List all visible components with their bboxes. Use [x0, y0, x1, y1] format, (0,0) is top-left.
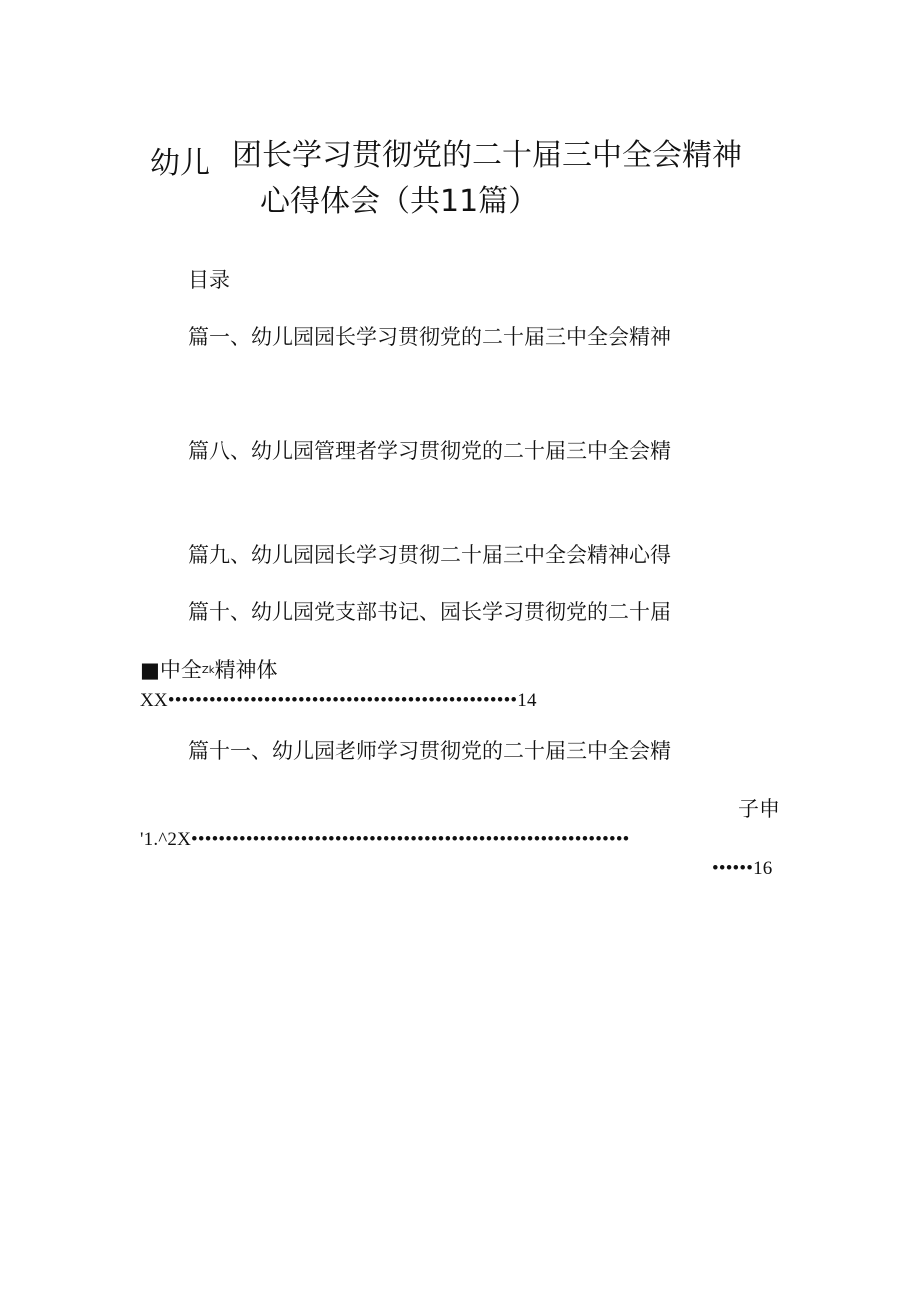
- toc-item-11-tail: 子申: [738, 797, 780, 821]
- toc-heading: 目录: [188, 268, 230, 292]
- toc-item-8[interactable]: 篇八、幼儿园管理者学习贯彻党的二十届三中全会精: [188, 439, 671, 463]
- toc-item-10-continuation: [140, 656, 278, 685]
- toc-leader-page-14: XX•••••••••••••••••••••••••••••••••••••••••••••••••••14: [140, 690, 537, 711]
- toc-item-10-cont-part-b: Zk: [201, 665, 215, 676]
- title-prefix: 幼儿: [150, 146, 210, 181]
- toc-leader-page-16-line-a: '1.^2X••••••••••••••••••••••••••••••••••••••••••••••••••••••••••••••••: [140, 829, 630, 850]
- toc-item-10-cont-part-c: 精神体: [214, 658, 278, 682]
- toc-item-10-cont-part-a: ■中全: [140, 658, 202, 682]
- toc-leader-page-16-line-b: ••••••16: [712, 858, 773, 879]
- toc-item-11[interactable]: 篇十一、幼儿园老师学习贯彻党的二十届三中全会精: [188, 739, 671, 763]
- title-main: 团长学习贯彻党的二十届三中全会精神: [232, 138, 742, 173]
- toc-item-9[interactable]: 篇九、幼儿园园长学习贯彻二十届三中全会精神心得: [188, 543, 671, 567]
- toc-item-1[interactable]: 篇一、幼儿园园长学习贯彻党的二十届三中全会精神: [188, 325, 671, 349]
- toc-item-10[interactable]: 篇十、幼儿园党支部书记、园长学习贯彻党的二十届: [188, 600, 671, 624]
- title-subtitle: 心得体会（共11篇）: [260, 184, 539, 219]
